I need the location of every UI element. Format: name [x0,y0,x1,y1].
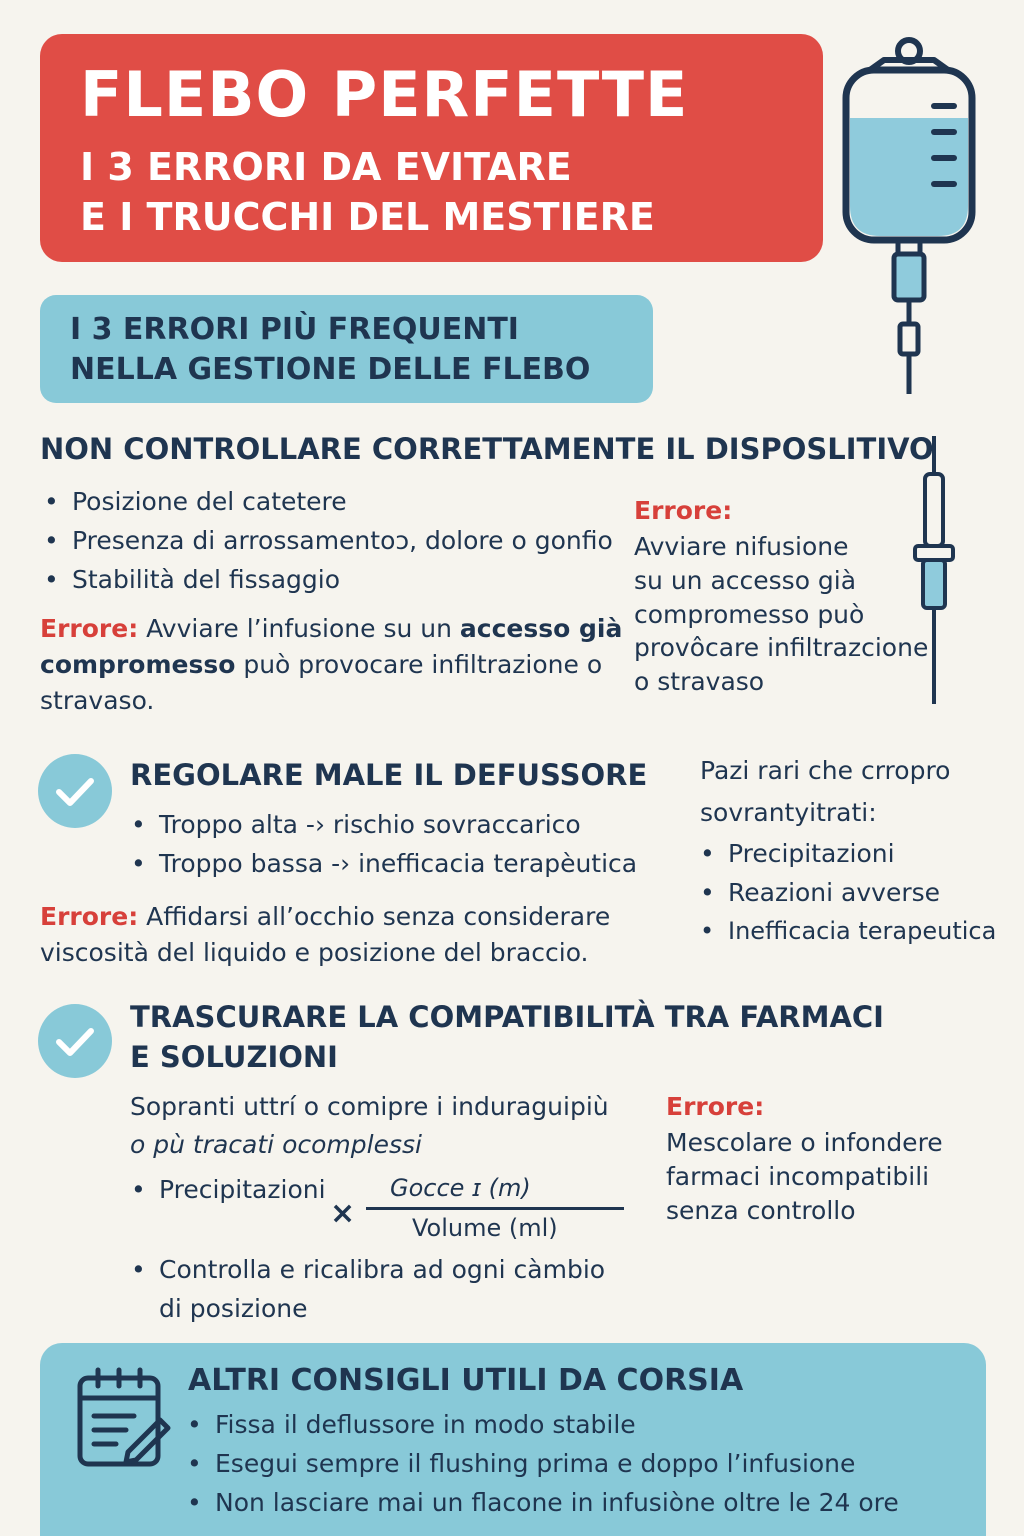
error-text: può provocare infiltrazione o [235,650,603,679]
list-item: • Troppo bassa -› inefficacia terapèutica [127,844,637,883]
side-text-line: compromesso può [634,599,865,629]
section3-side-label: Errore: [666,1092,765,1121]
checklist-pencil-icon [74,1366,174,1470]
section3-side-text [666,1126,943,1227]
list-item: • Precipitazioni [127,1170,326,1209]
section1-bullets [40,482,613,599]
formula-times: × [330,1196,356,1231]
section2-error-line1 [40,900,610,934]
page-subtitle-line2: E I TRUCCHI DEL MESTIERE [80,195,655,239]
page-subtitle-line1: I 3 ERRORI DA EVITARE [80,145,572,189]
section1-side-label: Errore: [634,496,733,525]
section3-title-line1: TRASCURARE LA COMPATIBILITÀ TRA FARMACI [130,1000,884,1034]
list-item: • Controlla e ricalibra ad ogni càmbio [127,1250,605,1289]
list-item: • Reazioni avverse [696,873,996,912]
section2-error-line2: viscosità del liquido e posizione del braccio. [40,938,589,967]
section3-title-line2: E SOLUZIONI [130,1040,338,1074]
checkmark-icon [38,754,112,828]
section1-side-text [634,530,928,699]
error-label: Errore: [40,902,139,931]
error-text-bold: accesso già [459,614,623,643]
iv-catheter-icon [912,436,956,704]
section3-bullet1 [127,1170,326,1209]
list-item: • Stabilità del fissaggio [40,560,613,599]
error-text: Affidarsi all’occhio senza considerare [138,902,611,931]
section1-error-line2 [40,648,602,682]
section1-title: NON CONTROLLARE CORRETTAMENTE IL DISPOSLITIVO [40,432,934,466]
list-item: • Inefficacia terapeutica [696,912,996,951]
section3-intro-line2: o pù tracati ocomplessi [130,1130,422,1159]
list-item: • Esegui sempre il flushing prima e doppo l’infusione [183,1444,899,1483]
list-item: • Fissa il deflussore in modo stabile [183,1405,899,1444]
side-text-line: provôcare infiltrazcione [634,633,929,663]
page-title: FLEBO PERFETTE [80,58,689,131]
error-text: Avviare l’infusione su un [138,614,460,643]
tips-list [183,1405,899,1522]
list-item: • Precipitazioni [696,834,996,873]
section2-side-line2: sovrantyitrati: [700,798,877,827]
list-item: • Non lasciare mai un flacone in infusiòne oltre le 24 ore [183,1483,899,1522]
section3-intro-line1: Sopranti uttrí o comipre i induraguipiù [130,1092,609,1121]
banner-line1: I 3 ERRORI PIÙ FREQUENTI [70,312,519,347]
iv-bag-icon [836,36,982,394]
formula-numerator: Gocce ɪ (m) [390,1174,531,1202]
section2-bullets [127,805,637,883]
list-item-text: di posizione [159,1294,308,1323]
error-label: Errore: [40,614,139,643]
side-text-line: Avviare nifusione [634,532,849,561]
tips-title: ALTRI CONSIGLI UTILI DA CORSIA [188,1363,744,1398]
list-item: • Presenza di arrossamentoɔ, dolore o gonfio [40,521,613,560]
side-text-line: Mescolare o infondere [666,1128,943,1157]
list-item: • Troppo alta -› rischio sovraccarico [127,805,637,844]
section2-side-line1: Pazi rari che crropro [700,756,951,785]
section2-title: REGOLARE MALE IL DEFUSSORE [130,758,648,792]
banner-line2: NELLA GESTIONE DELLE FLEBO [70,352,591,387]
side-text-line: senza controllo [666,1195,856,1225]
checkmark-icon [38,1004,112,1078]
side-text-line: su un accesso già [634,565,857,595]
side-text-line: farmaci incompatibili [666,1161,930,1191]
formula-denominator: Volume (ml) [412,1214,558,1242]
section2-side-bullets [696,834,996,951]
section1-error-line1 [40,612,622,646]
error-text-bold: compromesso [40,650,236,679]
section1-error-line3: stravaso. [40,686,155,715]
formula-divider [366,1207,624,1210]
side-text-line: o stravaso [634,667,765,696]
list-item-continuation [127,1289,605,1328]
list-item: • Posizione del catetere [40,482,613,521]
section3-bullet2 [127,1250,605,1328]
